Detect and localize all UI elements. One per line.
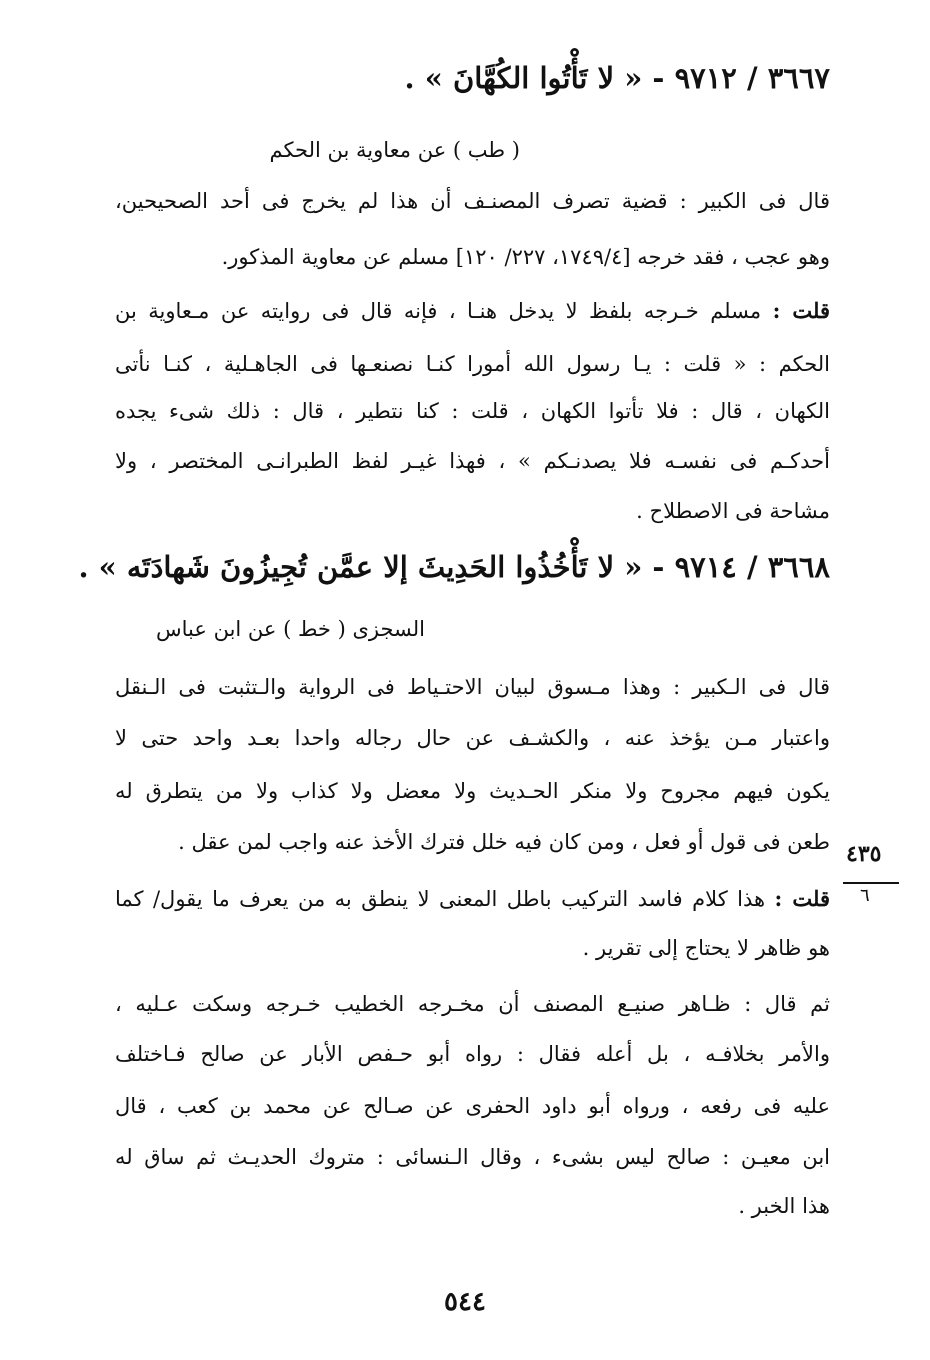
commentary-line: وهو عجب ، فقد خرجه [١٧٤٩/٤، ٢٢٧/ ١٢٠] مسلم عن معاوية المذكور. xyxy=(221,245,830,269)
commentary-line: والأمر بخلافـه ، بل أعله فقال : رواه أبو حـفص الأبار عن صالح فـاختلف xyxy=(115,1042,830,1066)
commentary-line: يكون فيهم مجروح ولا منكر الحـديث ولا معضل ولا كذاب ولا من يتطرق له xyxy=(115,779,830,803)
commentary-line: طعن فى قول أو فعل ، ومن كان فيه خلل فترك الأخذ عنه واجب لمن عقل . xyxy=(178,830,830,854)
commentary-line: هذا الخبر . xyxy=(738,1194,830,1218)
qult-label: قلت : xyxy=(772,298,830,323)
commentary-line: ثم قال : ظـاهر صنيـع المصنف أن مخـرجه الخطيب خـرجه وسكت عـليه ، xyxy=(115,992,830,1016)
qult-line xyxy=(115,291,830,331)
qult-line xyxy=(115,879,830,919)
hadith-heading: ٣٦٦٧ / ٩٧١٢ - « لا تَأْتُوا الكُهَّانَ » . xyxy=(404,61,830,95)
margin-divider xyxy=(843,882,899,884)
hadith-source: السجزى ( خط ) عن ابن عباس xyxy=(156,617,425,641)
hadith-heading: ٣٦٦٨ / ٩٧١٤ - « لا تَأْخُذُوا الحَدِيثَ إلا عمَّن تُجِيزُونَ شَهادَتَه » . xyxy=(78,550,830,584)
commentary-line: عليه فى رفعه ، ورواه أبو داود الحفرى عن صـالح عن محمد بن كعب ، قال xyxy=(115,1094,830,1118)
qult-text: مسلم خـرجه بلفظ لا يدخل هنـا ، فإنه قال فى روايته عن مـعاوية بن xyxy=(115,299,773,323)
commentary-line: قال فى الكبير : قضية تصرف المصنـف أن هذا لم يخرج فى أحد الصحيحين، xyxy=(115,189,830,213)
commentary-line: قال فى الـكبير : وهذا مـسوق لبيان الاحتـياط فى الرواية والـتثبت فى الـنقل xyxy=(115,675,830,699)
commentary-line: واعتبار مـن يؤخذ عنه ، والكشـف عن حال رجاله واحدا بعـد واحد حتى لا xyxy=(115,726,830,750)
qult-line: أحدكـم فى نفسـه فلا يصدنـكم » ، فهذا غيـر لفظ الطبرانـى المختصر ، ولا xyxy=(115,449,830,473)
margin-page-reference: ٤٣٥ xyxy=(846,841,882,867)
qult-text: هذا كلام فاسد التركيب باطل المعنى لا ينطق به من يعرف ما يقول/ كما xyxy=(115,887,775,911)
qult-line: الكهان ، قال : فلا تأتوا الكهان ، قلت : كنا نتطير ، قال : ذلك شىء يجده xyxy=(115,399,830,423)
qult-line: هو ظاهر لا يحتاج إلى تقرير . xyxy=(582,936,830,960)
page-number: ٥٤٤ xyxy=(444,1287,486,1317)
qult-line: الحكم : « قلت : يـا رسول الله أمورا كنـا نصنعـها فى الجاهـلية ، كنـا نأتى xyxy=(115,352,830,376)
margin-sub-reference: ٦ xyxy=(860,885,870,906)
qult-label: قلت : xyxy=(774,886,830,911)
hadith-source: ( طب ) عن معاوية بن الحكم xyxy=(269,138,520,162)
qult-line: مشاحة فى الاصطلاح . xyxy=(636,499,830,523)
commentary-line: ابن معيـن : صالح ليس بشىء ، وقال الـنسائى : متروك الحديـث ثم ساق له xyxy=(115,1145,830,1169)
